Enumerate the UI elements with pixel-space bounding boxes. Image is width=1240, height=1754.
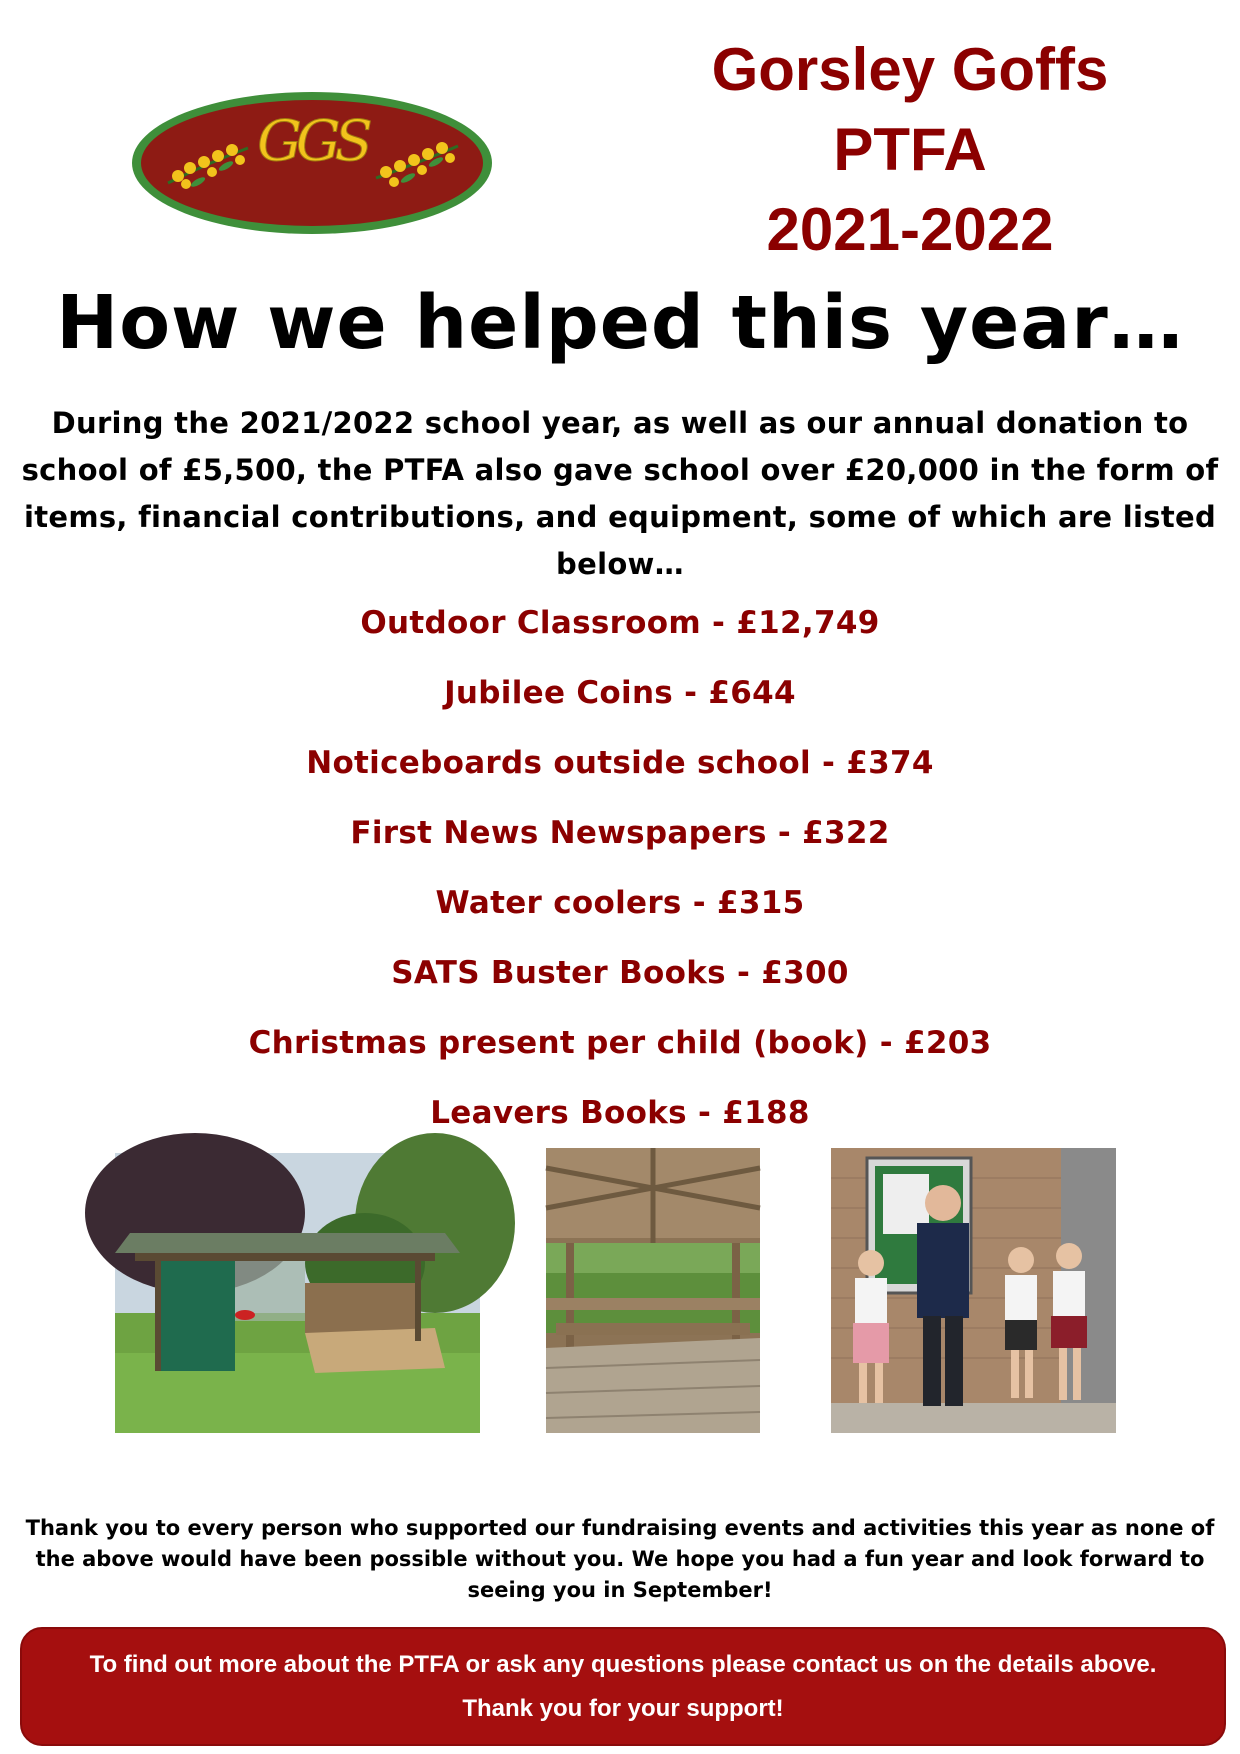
list-item: First News Newspapers - £322 [350,815,890,851]
outdoor-classroom-interior-photo [546,1148,760,1433]
contact-line-1: To find out more about the PTFA or ask any questions please contact us on the details above. [89,1651,1157,1678]
list-item: Jubilee Coins - £644 [444,675,796,711]
org-title-line-1: Gorsley Goffs [711,36,1109,103]
page-headline: How we helped this year… [56,280,1184,366]
list-item: SATS Buster Books - £300 [391,955,849,991]
list-item: Water coolers - £315 [435,885,805,921]
contact-banner [20,1627,1226,1746]
org-title [640,30,1180,270]
donation-list [0,598,1240,1158]
outdoor-classroom-exterior-photo [115,1153,480,1433]
list-item: Noticeboards outside school - £374 [306,745,934,781]
gorsley-goffs-school-logo-icon [128,88,496,238]
org-title-line-2: PTFA [833,116,987,183]
intro-paragraph: During the 2021/2022 school year, as well as our annual donation to school of £5,500, the PTFA also gave school over £20,000 in the form of items, financial contributions, and equipment, some of which are listed below… [21,406,1219,581]
list-item: Leavers Books - £188 [430,1095,810,1131]
list-item: Outdoor Classroom - £12,749 [360,605,880,641]
school-logo [128,88,496,238]
thank-you-note: Thank you to every person who supported our fundraising events and activities this year as none of the above would have been possible without you. We hope you had a fun year and look forward to seeing you in September! [25,1516,1215,1602]
org-title-line-3: 2021-2022 [766,196,1054,263]
list-item: Christmas present per child (book) - £203 [248,1025,992,1061]
contact-line-2: Thank you for your support! [462,1695,784,1722]
logo-initials: GGS [257,109,367,174]
noticeboard-with-staff-and-pupils-photo [831,1148,1116,1433]
